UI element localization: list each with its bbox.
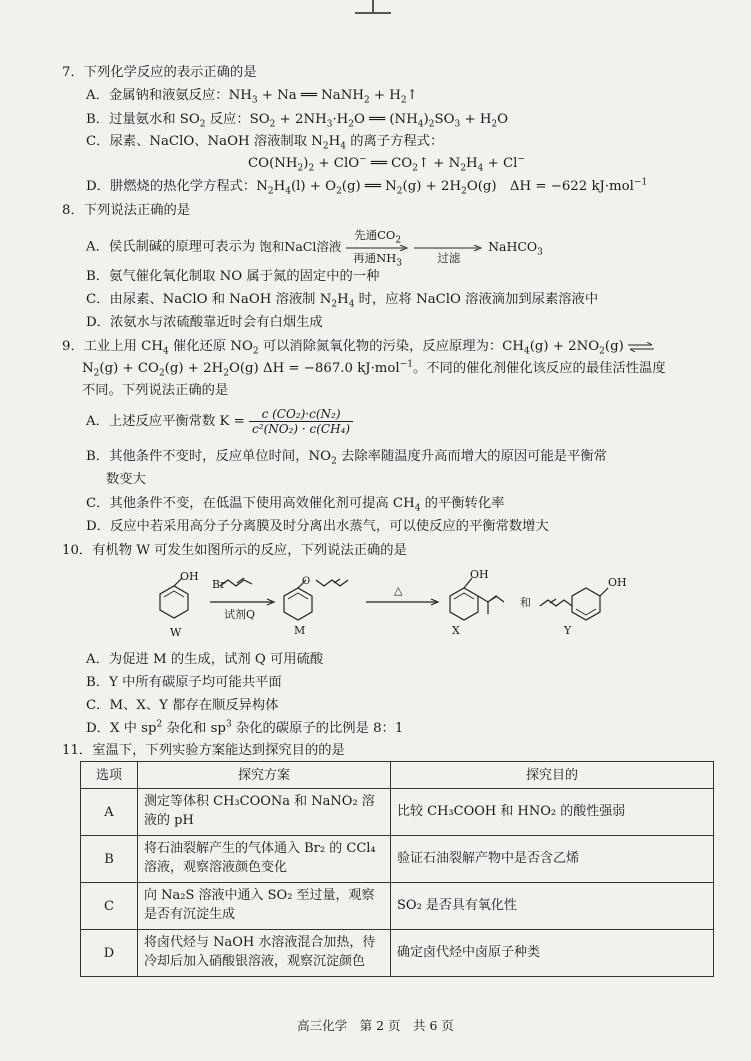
q7-option-c-equation: $CO(NH_2)_2 + ClO^-$ ══ $CO_2↑ + N_2H_4 + Cl^-$ <box>248 154 525 174</box>
q9-option-b-line2: 数变大 <box>106 472 146 487</box>
q7-option-a: A．金属钠和液氨反应：$NH_3 + Na$ ══ NaNH$_2$ + $H_2↑$ <box>86 88 418 106</box>
q7-option-b: B．过量氨水和 $SO_2$ 反应：$SO_2 + 2NH_3\cdot H_2O$ ══ $(NH_4)_2SO_3 + H_2O$ <box>86 112 509 130</box>
q10-option-b: B．Y 中所有碳原子均可能共平面 <box>86 675 282 690</box>
q9-stem-line1: 9．工业上用 $CH_4$ 催化还原 $NO_2$ 可以消除氮氧化物的污染，反应原理为：$CH_4(g) + 2NO_2(g)$ <box>62 340 654 353</box>
row-plan: 将卤代烃与 NaOH 水溶液混合加热，待冷却后加入硝酸银溶液，观察沉淀颜色 <box>138 930 391 977</box>
q7-option-d: D．肼燃烧的热化学方程式：$N_2H_4(l) + O_2(g)$ ══ $N_2(g) + 2H_2O(g)$ ΔH = −622 kJ·mol$^{-1}$ <box>86 177 648 197</box>
X-oh-label: OH <box>470 568 489 581</box>
q9-stem-line2: $N_2(g) + CO_2(g) + 2H_2O(g) \Delta H = -867.0$ kJ·mol$^{-1}$。不同的催化剂催化该反应的最佳活性温度 <box>82 359 666 379</box>
q7-option-c: C．尿素、NaClO、NaOH 溶液制取 $N_2H_4$ 的离子方程式： <box>86 134 444 152</box>
q10-option-a: A．为促进 M 的生成，试剂 Q 可用硫酸 <box>86 652 324 667</box>
row-goal: 验证石油裂解产物中是否含乙烯 <box>391 836 714 883</box>
M-label: M <box>294 624 306 637</box>
row-option: D <box>81 930 138 977</box>
q11-stem: 11．室温下，下列实验方案能达到探究目的的是 <box>62 743 345 758</box>
row-goal: 比较 CH₃COOH 和 HNO₂ 的酸性强弱 <box>391 789 714 836</box>
q11-experiment-table <box>80 761 714 977</box>
q10-reaction-scheme <box>140 566 660 638</box>
q9-option-b-line1: B．其他条件不变时，反应单位时间，$NO_2$ 去除率随温度升高而增大的原因可能是平衡常 <box>86 449 607 467</box>
q8-option-b: B．氨气催化氧化制取 NO 属于氮的固定中的一种 <box>86 269 380 284</box>
W-oh-label: OH <box>180 570 199 583</box>
row-option: C <box>81 883 138 930</box>
header-option: 选项 <box>81 762 138 789</box>
q10-stem: 10．有机物 W 可发生如图所示的反应，下列说法正确的是 <box>62 543 407 558</box>
arrow-icon <box>346 245 410 251</box>
q8-option-c: C．由尿素、NaClO 和 NaOH 溶液制 $N_2H_4$ 时，应将 NaClO 溶液滴加到尿素溶液中 <box>86 292 599 310</box>
q8-option-a: A．侯氏制碱的原理可表示为 饱和NaCl溶液 先通$CO_2$ 再通$NH_3$ 过滤 NaHCO$_3$ <box>86 228 543 269</box>
W-label: W <box>170 626 182 638</box>
q9-option-a: A．上述反应平衡常数 K = $\frac{\text{c (CO₂)·c(N₂)}}{\text{c²(NO₂) · c(CH₄)}}$ <box>86 408 353 442</box>
X-label: X <box>452 624 460 637</box>
header-plan: 探究方案 <box>138 762 391 789</box>
page-footer: 高三化学 第 2 页 共 6 页 <box>297 1018 454 1033</box>
q8-stem: 8．下列说法正确的是 <box>62 203 191 218</box>
q8-arrow-1: 先通$CO_2$ 再通$NH_3$ <box>346 230 410 265</box>
q7-stem: 7．下列化学反应的表示正确的是 <box>62 65 257 80</box>
Y-oh-label: OH <box>608 576 627 589</box>
row-option: B <box>81 836 138 883</box>
q9-option-c: C．其他条件不变，在低温下使用高效催化剂可提高 $CH_4$ 的平衡转化率 <box>86 496 505 514</box>
q9-option-d: D．反应中若采用高分子分离膜及时分离出水蒸气，可以使反应的平衡常数增大 <box>86 519 549 534</box>
table-row <box>81 883 714 930</box>
q8-arrow-2: 过滤 <box>414 230 484 265</box>
br-label: Br <box>212 578 226 591</box>
heat-label: △ <box>394 584 403 597</box>
q10-option-d: D．X 中 $sp^2$ 杂化和 $sp^3$ 杂化的碳原子的比例是 8：1 <box>86 719 404 736</box>
row-plan: 将石油裂解产生的气体通入 Br₂ 的 CCl₄ 溶液，观察溶液颜色变化 <box>138 836 391 883</box>
q8-option-d: D．浓氨水与浓硫酸靠近时会有白烟生成 <box>86 315 323 330</box>
equilibrium-arrow-icon <box>628 342 654 352</box>
row-plan: 测定等体积 CH₃COONa 和 NaNO₂ 溶液的 pH <box>138 789 391 836</box>
arrow-icon <box>414 245 484 251</box>
q10-option-c: C．M、X、Y 都存在顺反异构体 <box>86 698 279 713</box>
equilibrium-constant-fraction: $\frac{\text{c (CO₂)·c(N₂)}}{\text{c²(NO₂) · c(CH₄)}}$ <box>249 408 353 435</box>
row-option: A <box>81 789 138 836</box>
M-o-label: O <box>302 576 311 587</box>
table-header-row <box>81 762 714 789</box>
table-row <box>81 789 714 836</box>
Y-label: Y <box>564 624 572 637</box>
row-plan: 向 Na₂S 溶液中通入 SO₂ 至过量，观察是否有沉淀生成 <box>138 883 391 930</box>
binding-mark <box>355 0 391 16</box>
q9-stem-line3: 不同。下列说法正确的是 <box>82 383 229 398</box>
table-row <box>81 930 714 977</box>
table-row <box>81 836 714 883</box>
row-goal: 确定卤代烃中卤原子种类 <box>391 930 714 977</box>
and-label: 和 <box>520 596 531 609</box>
row-goal: SO₂ 是否具有氧化性 <box>391 883 714 930</box>
reagent-q-label: 试剂Q <box>224 608 256 621</box>
header-goal: 探究目的 <box>391 762 714 789</box>
